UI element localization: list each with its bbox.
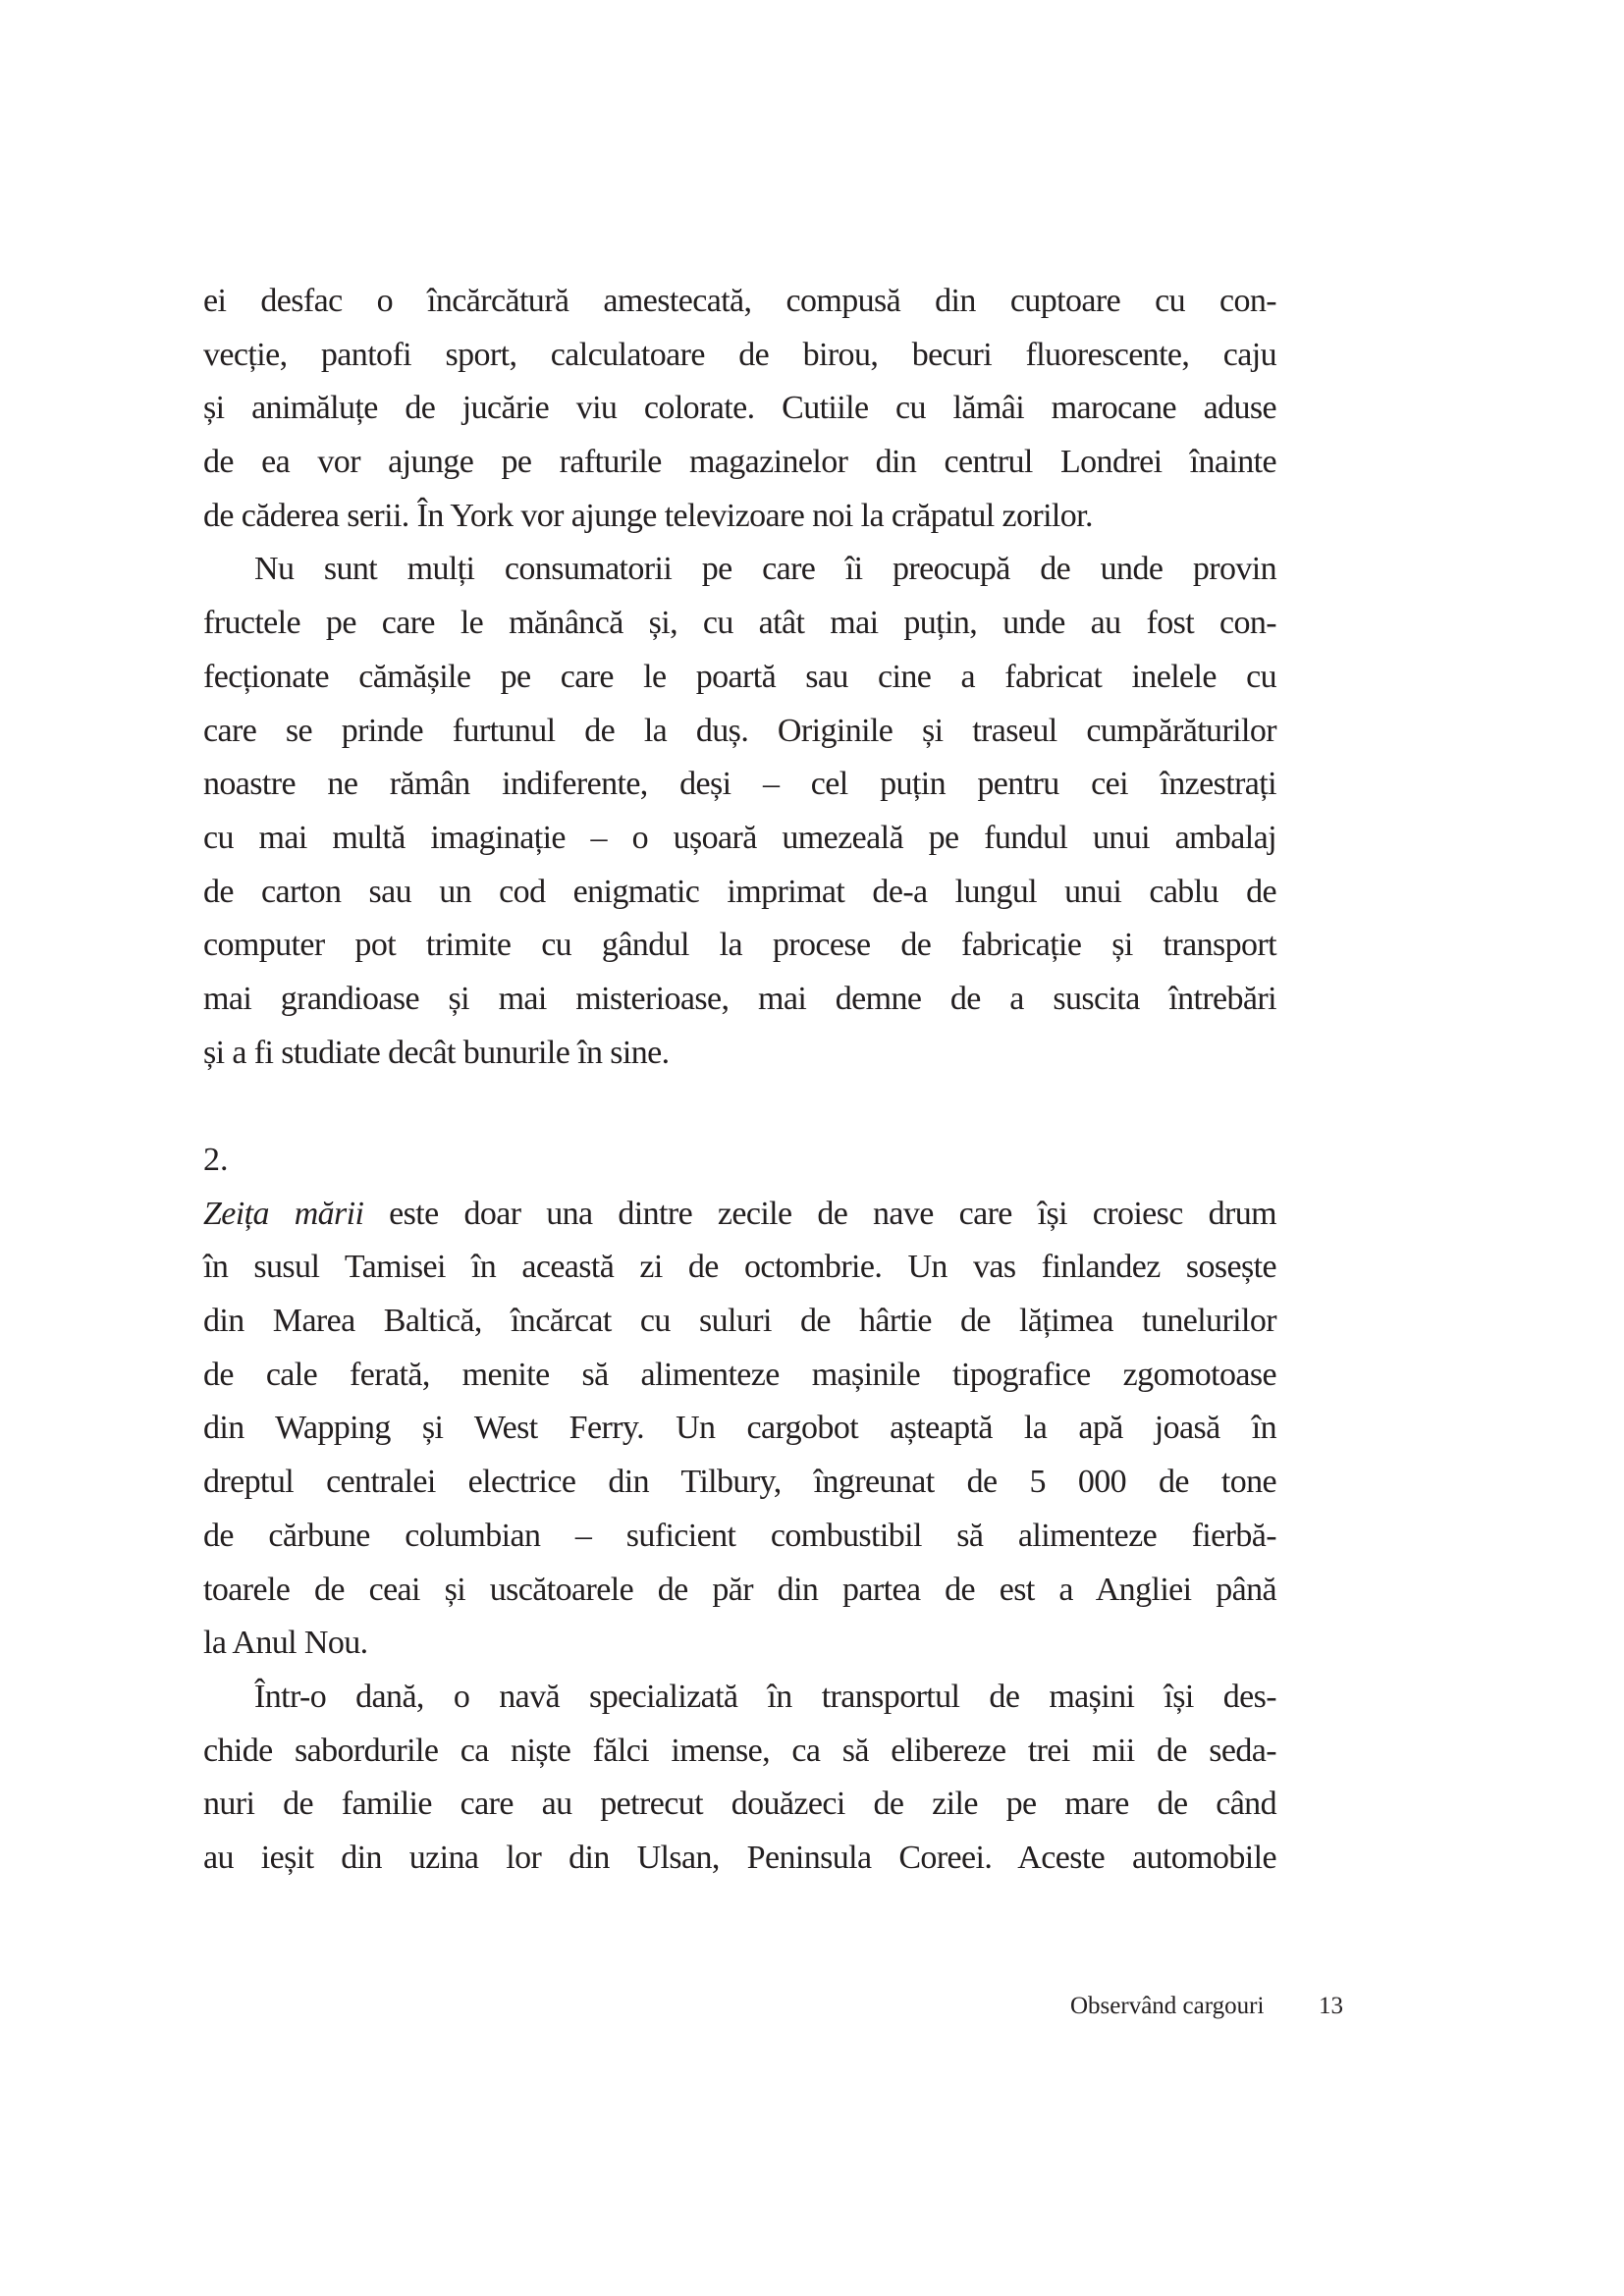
text-line: la Anul Nou. <box>203 1625 368 1662</box>
text-line: fructele pe care le mănâncă și, cu atât mai puțin, unde au fost con- <box>203 605 1276 642</box>
text-line <box>203 1188 1276 1242</box>
text-line: în susul Tamisei în această zi de octombrie. Un vas finlandez sosește <box>203 1249 1276 1286</box>
text-line: și animăluțe de jucărie viu colorate. Cutiile cu lămâi marocane aduse <box>203 390 1276 427</box>
text-line: care se prinde furtunul de la duș. Originile și traseul cumpărăturilor <box>203 712 1276 749</box>
text-line: cu mai multă imaginație – o ușoară umezeală pe fundul unui ambalaj <box>203 819 1276 856</box>
text-line: chide sabordurile ca niște fălci imense, ca să elibereze trei mii de seda- <box>203 1732 1276 1769</box>
text-line: dreptul centralei electrice din Tilbury, îngreunat de 5 000 de tone <box>203 1464 1276 1501</box>
text-line: vecție, pantofi sport, calculatoare de birou, becuri fluorescente, caju <box>203 336 1276 373</box>
text-line: ei desfac o încărcătură amestecată, compusă din cuptoare cu con- <box>203 283 1276 319</box>
text-line: toarele de ceai și uscătoarele de păr din partea de est a Angliei până <box>203 1571 1276 1608</box>
ship-name: Zeița mării <box>203 1195 364 1232</box>
text-line: Într-o dană, o navă specializată în transportul de mașini își des- <box>254 1678 1276 1715</box>
body-text <box>203 275 1276 1886</box>
page-number: 13 <box>1319 1993 1343 2019</box>
paragraph <box>203 1671 1276 1886</box>
paragraph <box>203 275 1276 543</box>
text-line: fecționate cămășile pe care le poartă sau cine a fabricat inelele cu <box>203 658 1276 695</box>
text-line: de cale ferată, menite să alimenteze mașinile tipografice zgomotoase <box>203 1356 1276 1393</box>
text-line: computer pot trimite cu gândul la procese de fabricație și transport <box>203 927 1276 964</box>
text-line: de căderea serii. În York vor ajunge televizoare noi la crăpatul zorilor. <box>203 497 1093 534</box>
text-line: din Marea Baltică, încărcat cu suluri de hârtie de lățimea tunelurilor <box>203 1303 1276 1340</box>
text-line: de cărbune columbian – suficient combustibil să alimenteze fierbă- <box>203 1517 1276 1554</box>
text-line: din Wapping și West Ferry. Un cargobot așteaptă la apă joasă în <box>203 1410 1276 1447</box>
text-line: mai grandioase și mai misterioase, mai demne de a suscita întrebări <box>203 980 1276 1017</box>
text-line: Nu sunt mulți consumatorii pe care îi preocupă de unde provin <box>254 551 1276 588</box>
section-number: 2. <box>203 1142 229 1178</box>
text-line: au ieșit din uzina lor din Ulsan, Peninsula Coreei. Aceste automobile <box>203 1839 1276 1876</box>
text-line: nuri de familie care au petrecut douăzeci de zile pe mare de când <box>203 1786 1276 1823</box>
running-head: Observând cargouri <box>1070 1993 1265 2019</box>
spacer <box>203 1080 1276 1134</box>
text-line: de carton sau un cod enigmatic imprimat de-a lungul unui cablu de <box>203 873 1276 910</box>
paragraph <box>203 1188 1276 1671</box>
text-line: și a fi studiate decât bunurile în sine. <box>203 1034 670 1071</box>
text-line: de ea vor ajunge pe rafturile magazinelor din centrul Londrei înainte <box>203 444 1276 481</box>
text-line: noastre ne rămân indiferente, deși – cel puțin pentru cei înzestrați <box>203 766 1276 803</box>
paragraph <box>203 543 1276 1080</box>
text-span: este doar una dintre zecile de nave care își croiesc drum <box>363 1195 1276 1232</box>
